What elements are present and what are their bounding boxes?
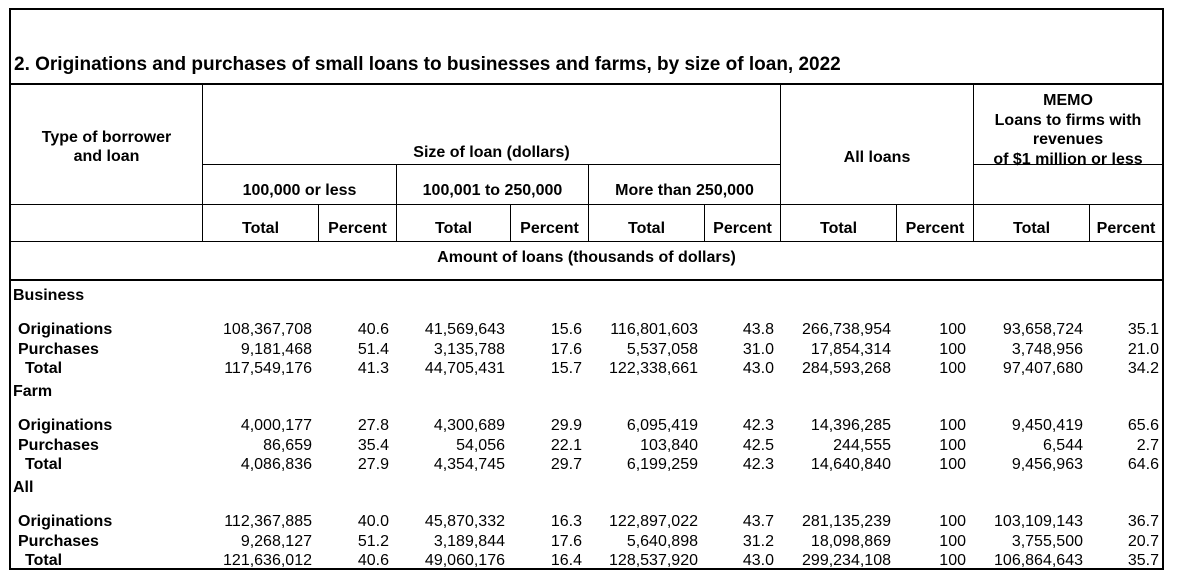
column-header-total: Total [241, 220, 280, 237]
header-size-bracket: More than 250,000 [615, 182, 754, 199]
cell-percent: 40.6 [357, 321, 389, 338]
cell-total: 44,705,431 [424, 360, 505, 377]
cell-total: 266,738,954 [802, 321, 891, 338]
header-memo-line3: revenues [1032, 131, 1104, 148]
cell-percent: 65.6 [1127, 417, 1159, 434]
cell-total: 106,864,643 [994, 552, 1083, 569]
cell-total: 103,109,143 [994, 513, 1083, 530]
rule [202, 84, 203, 241]
cell-percent: 16.3 [550, 513, 582, 530]
row-label: Total [25, 552, 63, 569]
cell-total: 49,060,176 [424, 552, 505, 569]
cell-percent: 100 [939, 360, 966, 377]
cell-percent: 42.5 [742, 436, 774, 454]
cell-total: 9,450,419 [1011, 417, 1083, 434]
column-header-percent: Percent [713, 220, 772, 237]
cell-percent: 35.1 [1127, 321, 1159, 338]
row-label: Originations [18, 513, 113, 530]
cell-percent: 100 [939, 340, 966, 358]
cell-percent: 40.6 [357, 552, 389, 569]
cell-total: 299,234,108 [802, 552, 891, 569]
cell-percent: 100 [939, 532, 966, 550]
column-header-percent: Percent [520, 220, 579, 237]
row-label: Purchases [18, 436, 99, 454]
cell-percent: 22.1 [550, 436, 582, 454]
cell-total: 122,338,661 [609, 360, 698, 377]
cell-percent: 31.0 [742, 340, 774, 358]
cell-total: 17,854,314 [810, 340, 891, 358]
rule [11, 204, 1162, 205]
cell-percent: 29.7 [550, 456, 582, 473]
cell-percent: 100 [939, 552, 966, 569]
cell-percent: 35.7 [1127, 552, 1159, 569]
cell-total: 14,640,840 [810, 456, 891, 473]
column-header-percent: Percent [1096, 220, 1156, 237]
cell-total: 3,755,500 [1011, 532, 1083, 550]
cell-percent: 41.3 [357, 360, 389, 377]
column-header-total: Total [434, 220, 473, 237]
table-frame [9, 8, 1164, 570]
cell-total: 6,199,259 [626, 456, 698, 473]
cell-percent: 100 [939, 321, 966, 338]
cell-percent: 42.3 [742, 456, 774, 473]
cell-total: 5,537,058 [626, 340, 698, 358]
cell-total: 244,555 [833, 436, 891, 454]
cell-percent: 42.3 [742, 417, 774, 434]
cell-total: 18,098,869 [810, 532, 891, 550]
cell-percent: 100 [939, 456, 966, 473]
cell-total: 4,000,177 [240, 417, 312, 434]
group-heading: Business [13, 287, 85, 304]
rule [11, 241, 1162, 242]
cell-percent: 36.7 [1127, 513, 1159, 530]
amount-note: Amount of loans (thousands of dollars) [437, 249, 736, 266]
cell-total: 41,569,643 [424, 321, 505, 338]
cell-percent: 31.2 [742, 532, 774, 550]
cell-percent: 100 [939, 417, 966, 434]
cell-percent: 34.2 [1127, 360, 1159, 377]
row-label: Originations [18, 417, 113, 434]
column-header-percent: Percent [328, 220, 387, 237]
cell-percent: 100 [939, 436, 966, 454]
cell-total: 9,181,468 [240, 340, 312, 358]
column-header-total: Total [627, 220, 666, 237]
cell-percent: 15.6 [550, 321, 582, 338]
cell-total: 45,870,332 [424, 513, 505, 530]
cell-total: 4,354,745 [433, 456, 505, 473]
cell-percent: 27.8 [357, 417, 389, 434]
cell-percent: 51.4 [357, 340, 389, 358]
cell-total: 9,456,963 [1011, 456, 1083, 473]
cell-percent: 100 [939, 513, 966, 530]
column-header-total: Total [819, 220, 858, 237]
rule [11, 83, 1162, 85]
cell-percent: 21.0 [1127, 340, 1159, 358]
cell-percent: 20.7 [1127, 532, 1159, 550]
cell-total: 6,544 [1042, 436, 1083, 454]
row-label: Purchases [18, 532, 99, 550]
cell-total: 281,135,239 [802, 513, 891, 530]
cell-total: 6,095,419 [626, 417, 698, 434]
row-label: Total [25, 456, 63, 473]
group-heading: Farm [13, 383, 53, 400]
header-memo [974, 91, 1162, 169]
cell-percent: 40.0 [357, 513, 389, 530]
header-memo-line4: of $1 million or less [993, 150, 1143, 168]
column-header-percent: Percent [905, 220, 965, 237]
cell-percent: 17.6 [550, 340, 582, 358]
cell-total: 97,407,680 [1002, 360, 1083, 377]
cell-percent: 64.6 [1127, 456, 1159, 473]
header-size-of-loan: Size of loan (dollars) [413, 144, 570, 161]
cell-total: 93,658,724 [1002, 321, 1083, 338]
header-memo-line2: Loans to firms with [994, 111, 1142, 129]
cell-percent: 43.8 [742, 321, 774, 338]
table-title: 2. Originations and purchases of small loans to businesses and farms, by size of loan, 2022 [14, 54, 841, 75]
cell-total: 86,659 [263, 436, 312, 454]
rule [203, 164, 780, 165]
rule [11, 279, 1162, 281]
cell-total: 3,189,844 [433, 532, 505, 550]
cell-percent: 43.0 [742, 552, 774, 569]
cell-total: 117,549,176 [224, 360, 312, 377]
cell-total: 14,396,285 [810, 417, 891, 434]
cell-total: 9,268,127 [240, 532, 312, 550]
cell-total: 4,086,836 [240, 456, 312, 473]
cell-percent: 29.9 [550, 417, 582, 434]
cell-percent: 35.4 [357, 436, 389, 454]
cell-percent: 17.6 [550, 532, 582, 550]
cell-percent: 2.7 [1136, 436, 1159, 454]
cell-total: 4,300,689 [433, 417, 505, 434]
cell-percent: 15.7 [550, 360, 582, 377]
cell-percent: 16.4 [550, 552, 582, 569]
cell-total: 103,840 [640, 436, 698, 454]
cell-total: 116,801,603 [610, 321, 698, 338]
cell-total: 3,135,788 [433, 340, 505, 358]
cell-percent: 43.0 [742, 360, 774, 377]
cell-total: 5,640,898 [626, 532, 698, 550]
header-all-loans: All loans [843, 149, 911, 166]
row-label: Purchases [18, 340, 99, 358]
header-size-bracket: 100,001 to 250,000 [422, 182, 563, 199]
cell-total: 128,537,920 [609, 552, 698, 569]
cell-total: 3,748,956 [1011, 340, 1083, 358]
column-header-total: Total [1012, 220, 1051, 237]
cell-percent: 43.7 [742, 513, 774, 530]
cell-total: 112,367,885 [224, 513, 312, 530]
cell-total: 108,367,708 [223, 321, 312, 338]
header-memo-line1: MEMO [1043, 92, 1093, 109]
cell-percent: 27.9 [357, 456, 389, 473]
row-label: Total [25, 360, 63, 377]
row-label: Originations [18, 321, 113, 338]
header-type-line2: and loan [73, 148, 140, 165]
group-heading: All [13, 479, 34, 496]
cell-total: 121,636,012 [223, 552, 312, 569]
header-type-line1: Type of borrower [41, 129, 172, 146]
header-size-bracket: 100,000 or less [242, 182, 357, 199]
header-type [11, 128, 202, 166]
cell-total: 122,897,022 [609, 513, 698, 530]
cell-total: 54,056 [456, 436, 505, 454]
cell-total: 284,593,268 [802, 360, 891, 377]
cell-percent: 51.2 [357, 532, 389, 550]
